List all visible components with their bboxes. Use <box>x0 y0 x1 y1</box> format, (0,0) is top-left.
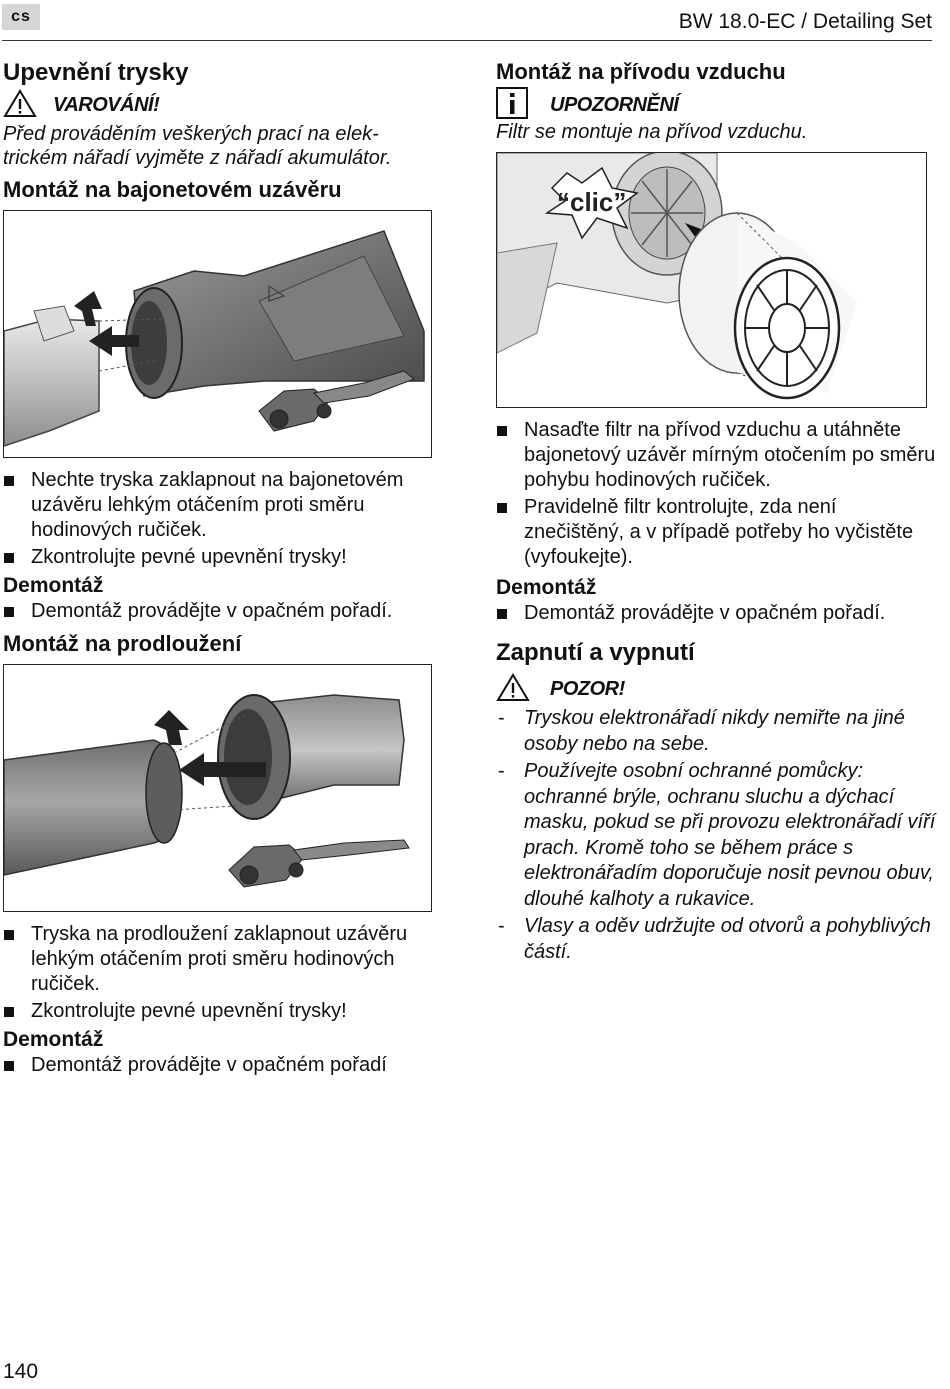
list-item: Nasaďte filtr na přívod vzduchu a utáhněte bajonetový uzávěr mírným otočením po směru pohybu hodinových ručiček. <box>496 418 936 493</box>
document-title: BW 18.0-EC / Detailing Set <box>678 10 932 33</box>
on-off-title: Zapnutí a vypnutí <box>496 639 695 666</box>
section-title-air-intake: Montáž na přívodu vzduchu <box>496 59 786 84</box>
caution-header <box>496 672 936 706</box>
right-column <box>496 58 936 967</box>
info-icon <box>496 87 528 124</box>
notice-text: Filtr se montuje na přívod vzduchu. <box>496 121 808 143</box>
left-column <box>3 58 443 1080</box>
list-item: Demontáž provádějte v opačném pořadí. <box>3 599 443 624</box>
list-item: Zkontrolujte pevné upevnění trysky! <box>3 545 443 570</box>
list-item: Pravidelně filtr kontrolujte, zda není znečištěný, a v případě potřeby ho vyčistěte (vyfoukejte). <box>496 495 936 570</box>
page-number: 140 <box>3 1360 39 1383</box>
demontaz-title: Demontáž <box>3 574 104 597</box>
warning-triangle-icon <box>3 88 37 123</box>
warning-line: Před prováděním veškerých prací na elek- <box>3 123 379 145</box>
warning-header <box>3 88 443 122</box>
figure-filter-mount <box>496 152 927 408</box>
warning-triangle-icon <box>496 672 530 707</box>
language-tag: cs <box>2 4 40 30</box>
list-item: Tryska na prodloužení zaklapnout uzávěru lehkým otáčením proti směru hodinových ručiček. <box>3 922 443 997</box>
figure-bayonet-mount <box>3 210 432 458</box>
warning-label: VAROVÁNÍ! <box>53 93 160 116</box>
notice-header <box>496 88 936 122</box>
list-item: Demontáž provádějte v opačném pořadí <box>3 1053 443 1078</box>
section-title-nozzle: Upevnění trysky <box>3 59 189 86</box>
list-item: - Používejte osobní ochranné pomůcky: ochranné brýle, ochranu sluchu a dýchací masku, pokud se při provozu elektronářadí víří prach. Kromě toho se během práce s elektronářadím doporučuje nosit pevnou obuv, dlouhé kalhoty a rukavice. <box>496 759 936 912</box>
header-divider <box>2 40 932 41</box>
demontaz-steps-list <box>3 599 443 624</box>
clic-sound-label: “clic” <box>557 187 627 217</box>
demontaz-title: Demontáž <box>3 1028 104 1051</box>
list-item: - Tryskou elektronářadí nikdy nemiřte na jiné osoby nebo na sebe. <box>496 706 936 757</box>
caution-label: POZOR! <box>550 677 625 700</box>
demontaz-title: Demontáž <box>496 576 597 599</box>
demontaz-steps-list <box>3 1053 443 1078</box>
caution-list <box>496 706 936 965</box>
extension-mount-title: Montáž na prodloužení <box>3 631 242 656</box>
notice-label: UPOZORNĚNÍ <box>550 93 679 116</box>
list-item: Demontáž provádějte v opačném pořadí. <box>496 601 936 626</box>
bayonet-steps-list <box>3 468 443 570</box>
list-item: - Vlasy a oděv udržujte od otvorů a pohyblivých částí. <box>496 914 936 965</box>
demontaz-steps-list <box>496 601 936 626</box>
list-item: Zkontrolujte pevné upevnění trysky! <box>3 999 443 1024</box>
list-item: Nechte tryska zaklapnout na bajonetovém uzávěru lehkým otáčením proti směru hodinových ručiček. <box>3 468 443 543</box>
warning-line: trickém nářadí vyjměte z nářadí akumulátor. <box>3 147 392 169</box>
bayonet-mount-title: Montáž na bajonetovém uzávěru <box>3 177 342 202</box>
warning-text <box>3 122 443 170</box>
extension-steps-list <box>3 922 443 1024</box>
figure-extension-mount <box>3 664 432 912</box>
filter-steps-list <box>496 418 936 570</box>
